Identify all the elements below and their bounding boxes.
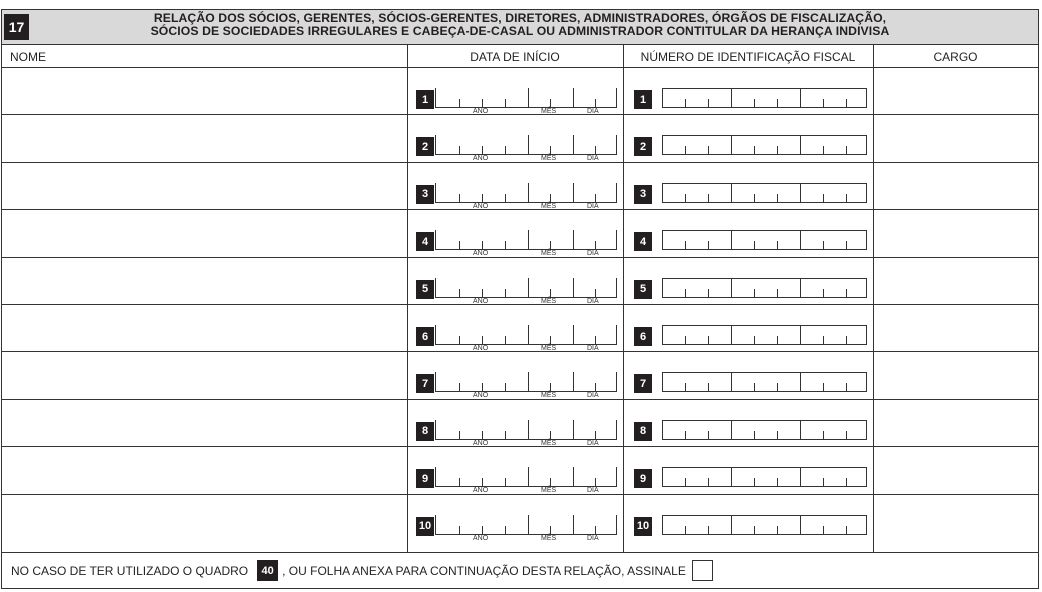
digit-tick [685,526,686,534]
row-number-badge: 1 [416,90,434,109]
section-title-line2: SÓCIOS DE SOCIEDADES IRREGULARES E CABEÇA-DE-CASAL OU ADMINISTRADOR CONTITULAR DA HERANÇA INDIVISA [150,24,890,38]
digit-tick [505,336,506,344]
digit-tick [823,241,824,249]
column-header-nome: NOME [10,49,46,64]
date-sublabel: ANO [473,487,489,495]
digit-tick [846,241,847,249]
digit-tick [708,194,709,202]
nif-separator [731,231,732,249]
date-sublabel: MÊS [541,439,557,447]
digit-tick [754,478,755,486]
nif-separator [800,468,801,486]
digit-tick [550,194,551,202]
digit-tick [823,99,824,107]
digit-tick [685,383,686,391]
digit-tick [708,99,709,107]
digit-tick [505,99,506,107]
digit-tick [505,289,506,297]
digit-tick [754,383,755,391]
date-sublabel: MÊS [541,487,557,495]
date-separator [528,183,529,202]
cargo-field[interactable] [874,210,1038,256]
table-row [2,162,1038,209]
data-inicio-field[interactable] [435,183,617,203]
digit-tick [595,241,596,249]
table-row [2,399,1038,446]
section-number: 17 [4,14,29,40]
data-inicio-field[interactable] [435,420,617,440]
row-number-badge: 10 [416,517,434,536]
date-sublabel: MÊS [541,534,557,542]
digit-tick [754,526,755,534]
row-number-badge: 8 [634,422,652,441]
footer-text-after: , OU FOLHA ANEXA PARA CONTINUAÇÃO DESTA RELAÇÃO, ASSINALE [282,563,686,578]
date-separator [573,467,574,486]
digit-tick [595,478,596,486]
digit-tick [823,289,824,297]
row-number-badge: 9 [416,469,434,488]
digit-tick [708,431,709,439]
nome-field[interactable] [2,305,407,351]
digit-tick [846,194,847,202]
digit-tick [777,478,778,486]
date-sublabel: DIA [587,250,599,258]
date-sublabel: ANO [473,534,489,542]
digit-tick [482,478,483,486]
column-divider [623,45,624,553]
digit-tick [823,146,824,154]
column-header-cargo: CARGO [933,49,978,64]
digit-tick [777,194,778,202]
nif-separator [731,184,732,202]
nif-separator [800,89,801,107]
nif-separator [731,421,732,439]
date-sublabel: ANO [473,108,489,115]
digit-tick [846,478,847,486]
date-sublabel: MÊS [541,345,557,352]
data-inicio-field[interactable] [435,515,617,535]
date-sublabel: ANO [473,202,489,210]
cargo-field[interactable] [874,305,1038,351]
row-number-badge: 4 [634,232,652,251]
digit-tick [550,478,551,486]
table-row [2,257,1038,304]
digit-tick [754,336,755,344]
digit-tick [823,431,824,439]
digit-tick [777,336,778,344]
date-sublabel: MÊS [541,250,557,258]
digit-tick [685,478,686,486]
digit-tick [846,526,847,534]
digit-tick [505,383,506,391]
digit-tick [505,241,506,249]
section-header [2,10,1038,45]
date-sublabel: DIA [587,392,599,400]
date-separator [528,372,529,391]
row-number-badge: 3 [416,185,434,204]
date-separator [528,467,529,486]
date-sublabel: DIA [587,108,599,115]
row-number-badge: 3 [634,185,652,204]
digit-tick [459,383,460,391]
digit-tick [846,431,847,439]
section-title [2,12,1038,38]
date-sublabel: DIA [587,345,599,352]
table-row [2,114,1038,161]
date-sublabel: MÊS [541,155,557,163]
date-separator [528,515,529,534]
date-separator [528,135,529,154]
row-number-badge: 5 [634,280,652,299]
digit-tick [505,526,506,534]
nif-field[interactable] [662,183,867,203]
digit-tick [482,383,483,391]
data-inicio-field[interactable] [435,230,617,250]
digit-tick [777,146,778,154]
digit-tick [708,526,709,534]
digit-tick [482,99,483,107]
digit-tick [595,383,596,391]
digit-tick [777,383,778,391]
column-divider [407,45,408,553]
digit-tick [505,431,506,439]
data-inicio-field[interactable] [435,278,617,298]
date-sublabel: MÊS [541,202,557,210]
digit-tick [823,336,824,344]
nif-separator [731,468,732,486]
digit-tick [482,146,483,154]
row-number-badge: 10 [634,517,652,536]
digit-tick [459,241,460,249]
row-number-badge: 2 [634,137,652,156]
digit-tick [754,431,755,439]
nome-field[interactable] [2,115,407,161]
digit-tick [595,194,596,202]
date-sublabel: DIA [587,155,599,163]
data-inicio-field[interactable] [435,467,617,487]
table-row [2,209,1038,256]
date-sublabel: DIA [587,534,599,542]
date-sublabel: MÊS [541,108,557,115]
digit-tick [823,383,824,391]
digit-tick [777,526,778,534]
row-number-badge: 7 [416,374,434,393]
row-number-badge: 7 [634,374,652,393]
table-row [2,67,1038,114]
row-number-badge: 9 [634,469,652,488]
digit-tick [482,289,483,297]
digit-tick [459,194,460,202]
nome-field[interactable] [2,400,407,446]
nif-field[interactable] [662,372,867,392]
nif-separator [800,231,801,249]
digit-tick [459,99,460,107]
date-separator [573,135,574,154]
nif-separator [731,326,732,344]
nif-separator [731,279,732,297]
cargo-field[interactable] [874,400,1038,446]
date-separator [573,372,574,391]
digit-tick [550,336,551,344]
digit-tick [708,289,709,297]
nif-separator [800,184,801,202]
digit-tick [550,99,551,107]
nif-separator [800,516,801,534]
nome-field[interactable] [2,163,407,209]
date-sublabel: MÊS [541,392,557,400]
digit-tick [685,146,686,154]
digit-tick [846,99,847,107]
section-title-line1: RELAÇÃO DOS SÓCIOS, GERENTES, SÓCIOS-GERENTES, DIRETORES, ADMINISTRADORES, ÓRGÃOS DE FISCALIZAÇÃO, [153,11,887,25]
date-sublabel: DIA [587,439,599,447]
digit-tick [754,146,755,154]
digit-tick [482,431,483,439]
digit-tick [823,526,824,534]
digit-tick [708,383,709,391]
date-sublabel: ANO [473,250,489,258]
digit-tick [846,383,847,391]
nome-field[interactable] [2,210,407,256]
date-sublabel: ANO [473,297,489,305]
nif-separator [731,373,732,391]
digit-tick [550,431,551,439]
digit-tick [685,194,686,202]
row-number-badge: 5 [416,280,434,299]
digit-tick [595,526,596,534]
column-divider [873,45,874,553]
date-sublabel: ANO [473,345,489,352]
digit-tick [708,241,709,249]
digit-tick [459,478,460,486]
nif-separator [800,421,801,439]
row-number-badge: 8 [416,422,434,441]
date-separator [573,325,574,344]
digit-tick [550,526,551,534]
cargo-field[interactable] [874,115,1038,161]
nif-separator [731,136,732,154]
date-separator [573,515,574,534]
digit-tick [482,241,483,249]
digit-tick [505,194,506,202]
digit-tick [823,478,824,486]
nif-field[interactable] [662,230,867,250]
footer-text-before: NO CASO DE TER UTILIZADO O QUADRO [11,563,249,578]
date-separator [573,420,574,439]
digit-tick [823,194,824,202]
digit-tick [708,478,709,486]
nif-field[interactable] [662,135,867,155]
date-separator [528,278,529,297]
digit-tick [595,336,596,344]
digit-tick [550,383,551,391]
data-inicio-field[interactable] [435,135,617,155]
digit-tick [482,526,483,534]
digit-tick [459,146,460,154]
cargo-field[interactable] [874,68,1038,114]
digit-tick [595,431,596,439]
date-sublabel: DIA [587,297,599,305]
digit-tick [777,99,778,107]
data-inicio-field[interactable] [435,325,617,345]
footer [2,552,1038,588]
date-separator [573,88,574,107]
data-inicio-field[interactable] [435,372,617,392]
nif-field[interactable] [662,467,867,487]
date-sublabel: ANO [473,155,489,163]
date-separator [528,325,529,344]
digit-tick [482,336,483,344]
digit-tick [846,146,847,154]
nif-separator [731,516,732,534]
table-row [2,446,1038,493]
cargo-field[interactable] [874,447,1038,493]
nome-field[interactable] [2,352,407,398]
date-separator [573,183,574,202]
nome-field[interactable] [2,495,407,541]
nif-separator [800,326,801,344]
digit-tick [595,146,596,154]
nif-field[interactable] [662,278,867,298]
digit-tick [685,431,686,439]
digit-tick [459,431,460,439]
digit-tick [505,146,506,154]
form-section-17 [1,9,1039,589]
digit-tick [754,99,755,107]
column-header-data-inicio: DATA DE INÍCIO [470,49,560,64]
nif-field[interactable] [662,88,867,108]
digit-tick [846,289,847,297]
digit-tick [754,194,755,202]
digit-tick [505,478,506,486]
nome-field[interactable] [2,447,407,493]
digit-tick [685,336,686,344]
nif-field[interactable] [662,420,867,440]
date-separator [528,88,529,107]
digit-tick [685,289,686,297]
row-number-badge: 2 [416,137,434,156]
digit-tick [550,146,551,154]
digit-tick [595,289,596,297]
data-inicio-field[interactable] [435,88,617,108]
nome-field[interactable] [2,68,407,114]
digit-tick [708,146,709,154]
date-separator [573,230,574,249]
date-sublabel: MÊS [541,297,557,305]
digit-tick [777,241,778,249]
digit-tick [754,289,755,297]
quadro-number-badge: 40 [257,560,278,581]
nif-separator [800,279,801,297]
nif-separator [800,136,801,154]
row-number-badge: 6 [416,327,434,346]
date-sublabel: DIA [587,487,599,495]
column-header-nif: NÚMERO DE IDENTIFICAÇÃO FISCAL [640,49,856,64]
digit-tick [777,431,778,439]
digit-tick [754,241,755,249]
digit-tick [459,336,460,344]
digit-tick [550,241,551,249]
date-sublabel: ANO [473,439,489,447]
cargo-field[interactable] [874,352,1038,398]
digit-tick [777,289,778,297]
nif-separator [731,89,732,107]
cargo-field[interactable] [874,258,1038,304]
date-separator [528,420,529,439]
nif-separator [800,373,801,391]
date-separator [528,230,529,249]
date-sublabel: DIA [587,202,599,210]
digit-tick [459,289,460,297]
digit-tick [708,336,709,344]
table-row [2,351,1038,398]
digit-tick [459,526,460,534]
digit-tick [685,99,686,107]
table-row [2,304,1038,351]
continuation-checkbox[interactable] [692,560,713,581]
date-sublabel: ANO [473,392,489,400]
nome-field[interactable] [2,258,407,304]
digit-tick [685,241,686,249]
date-separator [573,278,574,297]
digit-tick [846,336,847,344]
digit-tick [482,194,483,202]
cargo-field[interactable] [874,495,1038,541]
digit-tick [595,99,596,107]
row-number-badge: 4 [416,232,434,251]
nif-field[interactable] [662,515,867,535]
digit-tick [550,289,551,297]
row-number-badge: 6 [634,327,652,346]
table-row [2,494,1038,541]
cargo-field[interactable] [874,163,1038,209]
row-number-badge: 1 [634,90,652,109]
nif-field[interactable] [662,325,867,345]
